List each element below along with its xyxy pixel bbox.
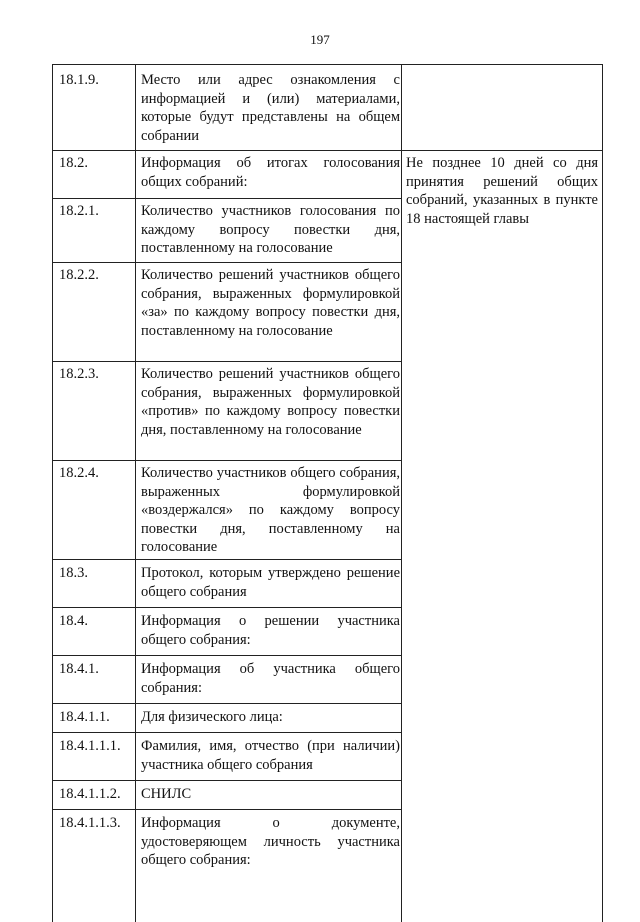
requirements-table	[52, 64, 603, 922]
row-number: 18.4.1.1.	[59, 709, 110, 725]
row-border	[52, 460, 402, 461]
column-divider-2	[401, 64, 402, 922]
row-border	[52, 703, 402, 704]
row-description: Количество участников голосования по каждому вопросу повестки дня, поставленному на голосование	[141, 203, 400, 257]
row-number: 18.2.4.	[59, 465, 99, 481]
row-description: Количество решений участников общего собрания, выраженных формулировкой «против» по каждому вопросу повестки дня, поставленному на голосование	[141, 366, 400, 438]
row-number: 18.1.9.	[59, 72, 99, 88]
row-description: Протокол, которым утверждено решение общего собрания	[141, 565, 400, 600]
column-divider-1	[135, 64, 136, 922]
row-description: Информация об итогах голосования общих собраний:	[141, 155, 400, 190]
row-number: 18.2.3.	[59, 366, 99, 382]
row-border	[52, 150, 603, 151]
row-border	[52, 64, 603, 65]
row-number: 18.4.1.1.2.	[59, 786, 121, 802]
row-border	[52, 655, 402, 656]
row-border	[52, 198, 402, 199]
deadline-note: Не позднее 10 дней со дня принятия решений общих собраний, указанных в пункте 18 настоящей главы	[406, 155, 598, 227]
row-border	[52, 732, 402, 733]
row-border	[52, 559, 402, 560]
row-number: 18.2.1.	[59, 203, 99, 219]
row-border	[52, 607, 402, 608]
row-number: 18.4.1.	[59, 661, 99, 677]
table-border-right	[602, 64, 603, 922]
row-number: 18.4.1.1.3.	[59, 815, 121, 831]
row-description: Информация об участника общего собрания:	[141, 661, 400, 696]
row-number: 18.2.	[59, 155, 88, 171]
row-number: 18.2.2.	[59, 267, 99, 283]
row-description: Количество участников общего собрания, выраженных формулировкой «воздержался» по каждому вопросу повестки дня, поставленному на голосование	[141, 465, 400, 556]
row-description: Для физического лица:	[141, 709, 283, 725]
table-border-left	[52, 64, 53, 922]
row-number: 18.4.1.1.1.	[59, 738, 121, 754]
row-number: 18.3.	[59, 565, 88, 581]
row-border	[52, 809, 402, 810]
row-border	[52, 780, 402, 781]
row-description: Фамилия, имя, отчество (при наличии) участника общего собрания	[141, 738, 400, 773]
page-number: 197	[310, 32, 330, 47]
row-description: Информация о решении участника общего собрания:	[141, 613, 400, 648]
row-border	[52, 361, 402, 362]
row-number: 18.4.	[59, 613, 88, 629]
row-description: Информация о документе, удостоверяющем личность участника общего собрания:	[141, 815, 400, 869]
row-border	[52, 262, 402, 263]
row-description: Количество решений участников общего собрания, выраженных формулировкой «за» по каждому вопросу повестки дня, поставленному на голосование	[141, 267, 400, 339]
row-description: СНИЛС	[141, 786, 192, 802]
row-description: Место или адрес ознакомления с информацией и (или) материалами, которые будут представлены на общем собрании	[141, 72, 400, 144]
